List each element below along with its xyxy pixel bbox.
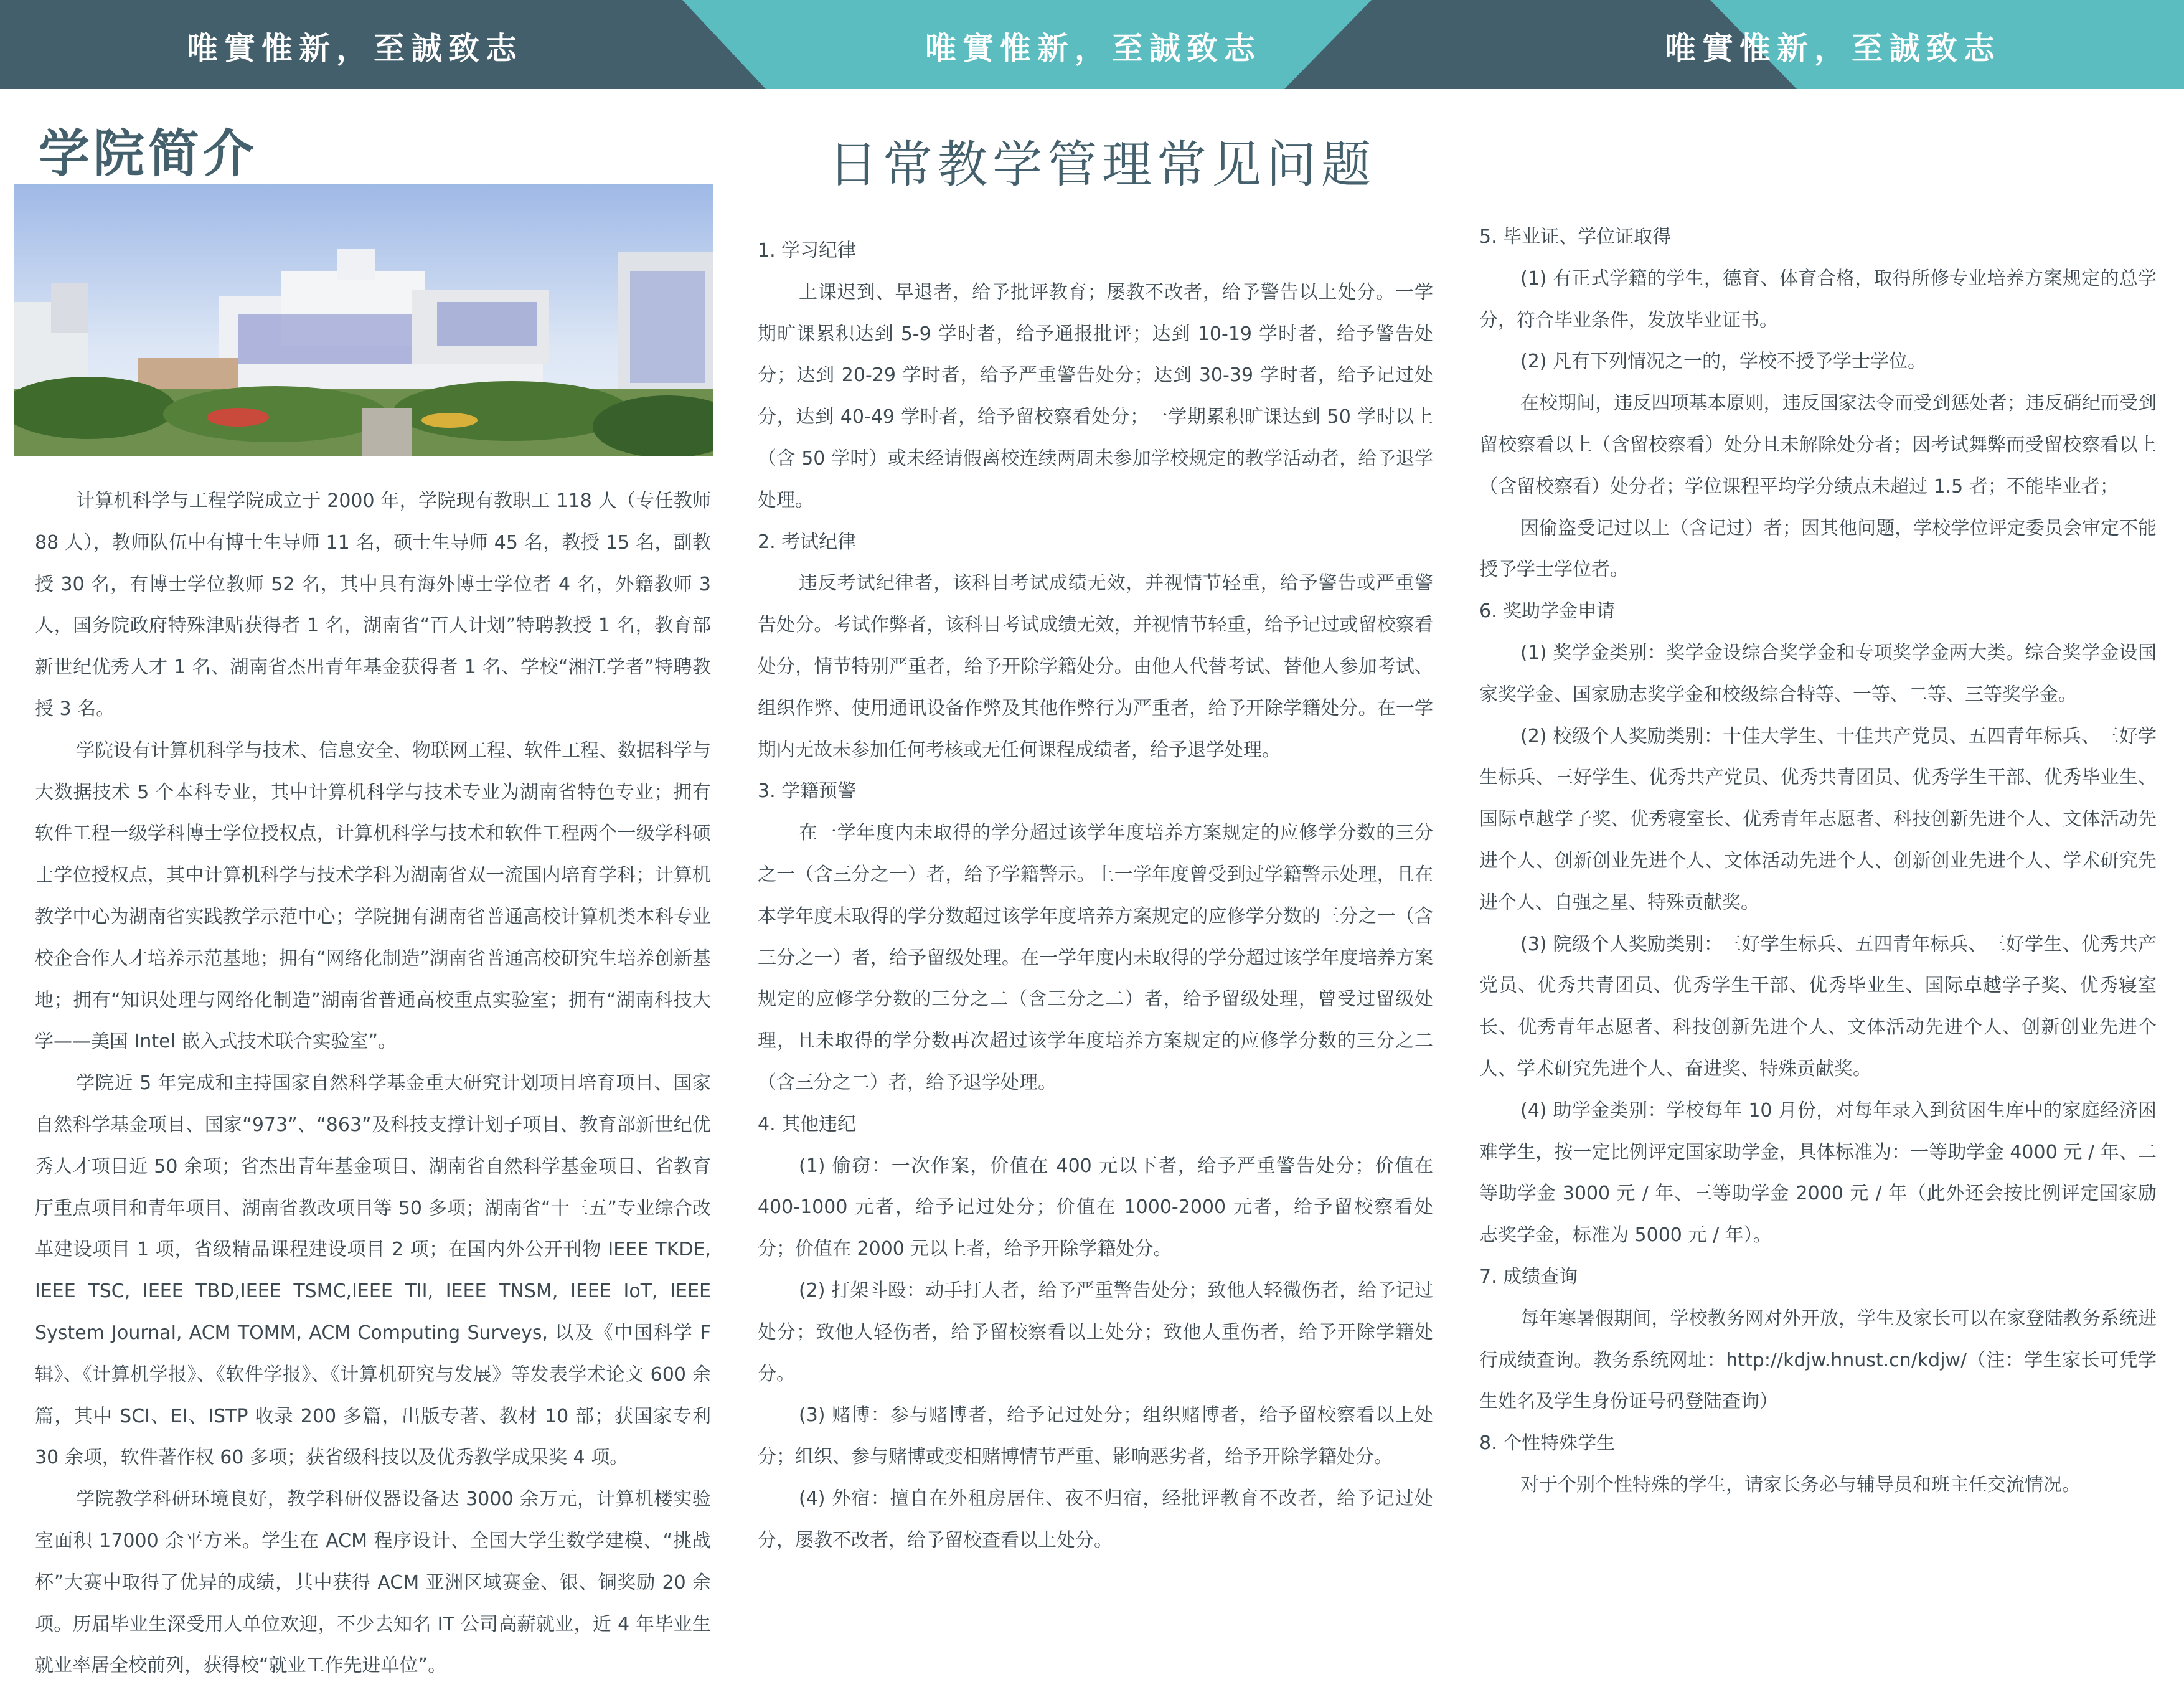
section-paragraph: (4) 外宿：擅自在外租房居住、夜不归宿，经批评教育不改者，给予记过处分，屡教不改者，给予留校查看以上处分。 [758,1487,1433,1551]
section-heading: 1. 学习纪律 [758,240,857,262]
section-paragraph: (2) 凡有下列情况之一的，学校不授予学士学位。 [1520,351,1927,373]
college-intro-title: 学院简介 [39,125,258,184]
section-paragraph: (1) 有正式学籍的学生，德育、体育合格，取得所修专业培养方案规定的总学分，符合毕业条件，发放毕业证书。 [1479,267,2157,331]
section-heading: 8. 个性特殊学生 [1479,1432,1616,1455]
slogan-right: 唯實惟新，至誠致志 [1665,30,2001,67]
section-paragraph: (4) 助学金类别：学校每年 10 月份，对每年录入到贫困生库中的家庭经济困难学生，按一定比例评定国家助学金，具体标准为：一等助学金 4000 元 / 年、二等助学金 3000 元 / 年、三等助学金 2000 元 / 年（此外还会按比例评定国家励志奖学金，标准为 5000 元 / 年）。 [1479,1099,2157,1247]
intro-paragraph: 学院教学科研环境良好，教学科研仪器设备达 3000 余万元，计算机楼实验室面积 17000 余平方米。学生在 ACM 程序设计、全国大学生数学建模、“挑战杯”大赛中取得了优异的成绩，其中获得 ACM 亚洲区域赛金、银、铜奖励 20 余项。历届毕业生深受用人单位欢迎，不少去知名 IT 公司高薪就业，近 4 年毕业生就业率居全校前列，获得校“就业工作先进单位”。 [35,1488,711,1677]
section-paragraph: 在校期间，违反四项基本原则，违反国家法令而受到惩处者；违反硝纪而受到留校察看以上（含留校察看）处分且未解除处分者；因考试舞弊而受留校察看以上（含留校察看）处分者；学位课程平均学分绩点未超过 1.5 者；不能毕业者； [1479,392,2157,498]
section-paragraph: 对于个别个性特殊的学生，请家长务必与辅导员和班主任交流情况。 [1520,1473,2081,1496]
section-heading: 7. 成绩查询 [1479,1265,1578,1288]
slogan-left: 唯實惟新，至誠致志 [187,30,523,67]
section-heading: 2. 考试纪律 [758,531,857,553]
section-heading: 5. 毕业证、学位证取得 [1479,226,1672,248]
college-intro-text [35,481,711,1687]
section-paragraph: (2) 校级个人奖励类别：十佳大学生、十佳共产党员、五四青年标兵、三好学生标兵、三好学生、优秀共产党员、优秀共青团员、优秀学生干部、优秀毕业生、国际卓越学子奖、优秀寝室长、优秀青年志愿者、科技创新先进个人、文体活动先进个人、创新创业先进个人、文体活动先进个人、创新创业先进个人、学术研究先进个人、自强之星、特殊贡献奖。 [1479,725,2157,914]
campus-building-photo [14,184,713,456]
faq-column-right [1479,217,2157,1506]
intro-paragraph: 计算机科学与工程学院成立于 2000 年，学院现有教职工 118 人（专任教师 88 人），教师队伍中有博士生导师 11 名，硕士生导师 45 名，教授 15 名，副教授 30 名，有博士学位教师 52 名，其中具有海外博士学位者 4 名，外籍教师 3 人，国务院政府特殊津贴获得者 1 名，湖南省“百人计划”特聘教授 1 名，教育部新世纪优秀人才 1 名、湖南省杰出青年基金获得者 1 名、学校“湘江学者”特聘教授 3 名。 [35,490,711,720]
section-paragraph: (1) 偷窃：一次作案，价值在 400 元以下者，给予严重警告处分；价值在 400-1000 元者，给予记过处分；价值在 1000-2000 元者，给予留校察看处分；价值在 2000 元以上者，给予开除学籍处分。 [758,1155,1433,1260]
intro-paragraph: 学院设有计算机科学与技术、信息安全、物联网工程、软件工程、数据科学与大数据技术 5 个本科专业，其中计算机科学与技术专业为湖南省特色专业；拥有软件工程一级学科博士学位授权点，计算机科学与技术和软件工程两个一级学科硕士学位授权点，其中计算机科学与技术学科为湖南省双一流国内培育学科；计算机教学中心为湖南省实践教学示范中心；学院拥有湖南省普通高校计算机类本科专业校企合作人才培养示范基地；拥有“网络化制造”湖南省普通高校研究生培养创新基地；拥有“知识处理与网络化制造”湖南省普通高校重点实验室；拥有“湖南科技大学——美国 Intel 嵌入式技术联合实验室”。 [35,739,711,1053]
slogan-middle: 唯實惟新，至誠致志 [925,30,1261,67]
section-paragraph: 上课迟到、早退者，给予批评教育；屡教不改者，给予警告以上处分。一学期旷课累积达到 5-9 学时者，给予通报批评；达到 10-19 学时者，给予警告处分；达到 20-29 学时者，给予严重警告处分；达到 30-39 学时者，给予记过处分，达到 40-49 学时者，给予留校察看处分；一学期累积旷课达到 50 学时以上（含 50 学时）或未经请假离校连续两周未参加学校规定的教学活动者，给予退学处理。 [758,281,1433,511]
section-paragraph: 在一学年度内未取得的学分超过该学年度培养方案规定的应修学分数的三分之一（含三分之一）者，给予学籍警示。上一学年度曾受到过学籍警示处理，且在本学年度未取得的学分数超过该学年度培养方案规定的应修学分数的三分之一（含三分之一）者，给予留级处理。在一学年度内未取得的学分超过该学年度培养方案规定的应修学分数的三分之二（含三分之二）者，给予留级处理，曾受过留级处理，且未取得的学分数再次超过该学年度培养方案规定的应修学分数的三分之二（含三分之二）者，给予退学处理。 [758,822,1433,1094]
section-heading: 6. 奖助学金申请 [1479,600,1616,623]
section-heading: 4. 其他违纪 [758,1113,857,1135]
section-paragraph: 每年寒暑假期间，学校教务网对外开放，学生及家长可以在家登陆教务系统进行成绩查询。教务系统网址：http://kdjw.hnust.cn/kdjw/（注：学生家长可凭学生姓名及学生身份证号码登陆查询） [1479,1307,2157,1413]
section-paragraph: 违反考试纪律者，该科目考试成绩无效，并视情节轻重，给予警告或严重警告处分。考试作弊者，该科目考试成绩无效，并视情节轻重，给予记过或留校察看处分，情节特别严重者，给予开除学籍处分。由他人代替考试、替他人参加考试、组织作弊、使用通讯设备作弊及其他作弊行为严重者，给予开除学籍处分。在一学期内无故未参加任何考核或无任何课程成绩者，给予退学处理。 [758,572,1433,761]
section-paragraph: (3) 院级个人奖励类别：三好学生标兵、五四青年标兵、三好学生、优秀共产党员、优秀共青团员、优秀学生干部、优秀毕业生、国际卓越学子奖、优秀寝室长、优秀青年志愿者、科技创新先进个人、文体活动先进个人、创新创业先进个人、学术研究先进个人、奋进奖、特殊贡献奖。 [1479,933,2157,1080]
section-heading: 3. 学籍预警 [758,780,857,803]
faq-column-middle [758,230,1433,1562]
faq-title: 日常教学管理常见问题 [828,136,1376,194]
intro-paragraph: 学院近 5 年完成和主持国家自然科学基金重大研究计划项目培育项目、国家自然科学基金项目、国家“973”、“863”及科技支撑计划子项目、教育部新世纪优秀人才项目近 50 余项；省杰出青年基金项目、湖南省自然科学基金项目、省教育厅重点项目和青年项目、湖南省教改项目等 50 多项；湖南省“十三五”专业综合改革建设项目 1 项，省级精品课程建设项目 2 项；在国内外公开刊物 IEEE TKDE, IEEE TSC, IEEE TBD,IEEE TSMC,IEEE TII, IEEE TNSM, IEEE IoT, IEEE System Journal, ACM TOMM, ACM Computing Surveys, 以及《中国科学 F 辑》、《计算机学报》、《软件学报》、《计算机研究与发展》等发表学术论文 600 余篇，其中 SCI、EI、ISTP 收录 200 多篇，出版专著、教材 10 部；获国家专利 30 余项，软件著作权 60 多项；获省级科技以及优秀教学成果奖 4 项。 [35,1072,711,1469]
section-paragraph: 因偷盗受记过以上（含记过）者；因其他问题，学校学位评定委员会审定不能授予学士学位者。 [1479,517,2157,581]
section-paragraph: (1) 奖学金类别：奖学金设综合奖学金和专项奖学金两大类。综合奖学金设国家奖学金、国家励志奖学金和校级综合特等、一等、二等、三等奖学金。 [1479,641,2157,706]
section-paragraph: (3) 赌博：参与赌博者，给予记过处分；组织赌博者，给予留校察看以上处分；组织、参与赌博或变相赌博情节严重、影响恶劣者，给予开除学籍处分。 [758,1404,1433,1468]
section-paragraph: (2) 打架斗殴：动手打人者，给予严重警告处分；致他人轻微伤者，给予记过处分；致他人轻伤者，给予留校察看以上处分；致他人重伤者，给予开除学籍处分。 [758,1279,1433,1385]
